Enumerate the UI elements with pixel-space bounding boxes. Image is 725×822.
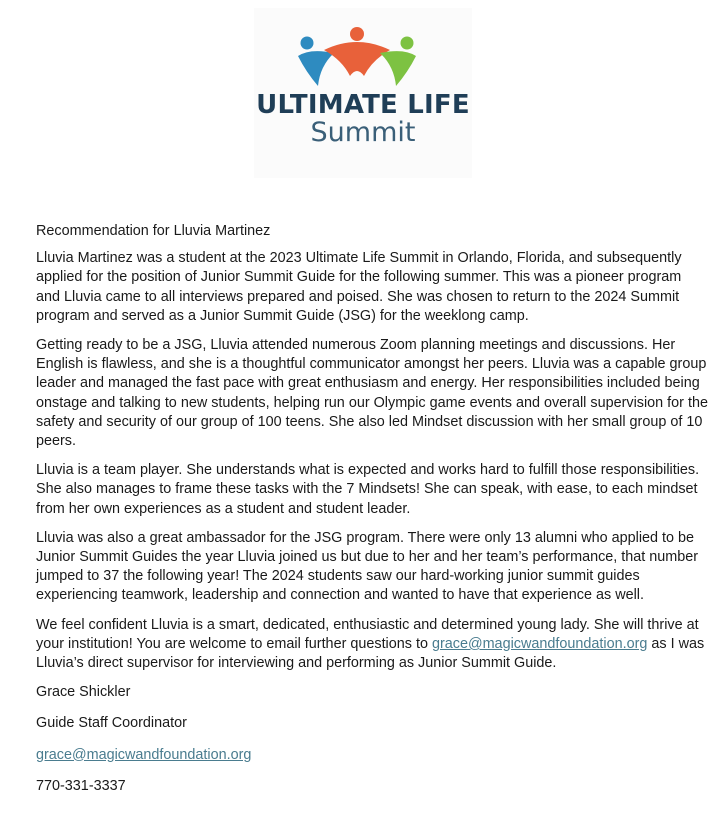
recommendation-letter	[36, 222, 708, 808]
letter-paragraph-3: Lluvia is a team player. She understands what is expected and works hard to fulfill those responsibilities. She also manages to frame these tasks with the 7 Mindsets! She can speak, with ease, to each mindset from her own experiences as a student and student leader.	[36, 462, 700, 517]
logo-figure-orange-head	[350, 27, 364, 41]
letter-paragraph-1: Lluvia Martinez was a student at the 2023 Ultimate Life Summit in Orlando, Florida, and subsequently applied for the position of Junior Summit Guide for the following summer. This was a pioneer program and Lluvia came to all interviews prepared and poised. She was chosen to return to the 2024 Summit program and served as a Junior Summit Guide (JSG) for the weeklong camp.	[36, 250, 682, 324]
people-logo-icon	[294, 26, 420, 92]
logo-wordmark-line2: Summit	[310, 117, 416, 148]
logo-figure-blue-body	[298, 51, 334, 86]
closing-email-link[interactable]: grace@magicwandfoundation.org	[431, 635, 648, 652]
signature-title: Guide Staff Coordinator	[36, 715, 187, 732]
logo-wordmark-line1: ULTIMATE LIFE	[256, 90, 470, 120]
logo-figure-green-head	[401, 37, 414, 50]
letter-heading: Recommendation for Lluvia Martinez	[36, 223, 271, 239]
signature-name: Grace Shickler	[36, 684, 131, 701]
closing-text-after: as I was Lluvia’s direct supervisor for interviewing and performing as Junior Summit Guide.	[36, 635, 705, 672]
letter-paragraph-2: Getting ready to be a JSG, Lluvia attended numerous Zoom planning meetings and discussions. Her English is flawless, and she is a thoughtful communicator amongst her peers. Lluvia was a capable group leader and managed the fast pace with great enthusiasm and energy. Her responsibilities included being onstage and talking to new students, helping run our Olympic game events and overall supervision for the safety and security of our group of 100 teens. She also led Mindset discussion with her small group of 10 peers.	[36, 337, 708, 450]
letter-paragraph-4: Lluvia was also a great ambassador for the JSG program. There were only 13 alumni who applied to be Junior Summit Guides the year Lluvia joined us but due to her and her team’s performance, that number jumped to 37 the following year! The 2024 students saw our hard-working junior summit guides experiencing teamwork, leadership and connection and wanted to have that experience as well.	[36, 529, 699, 604]
logo-figure-blue-head	[301, 37, 314, 50]
organization-logo	[254, 8, 472, 178]
logo-figure-green-body	[380, 51, 416, 86]
letter-closing-paragraph	[36, 616, 708, 674]
signature-phone: 770-331-3337	[36, 777, 126, 794]
logo-figure-orange-body	[324, 42, 390, 76]
closing-text-before: We feel confident Lluvia is a smart, dedicated, enthusiastic and determined young lady. She will thrive at your institution! You are welcome to email further questions to	[36, 616, 699, 652]
signature-email-link[interactable]: grace@magicwandfoundation.org	[36, 746, 252, 763]
signature-email-line	[36, 746, 708, 765]
